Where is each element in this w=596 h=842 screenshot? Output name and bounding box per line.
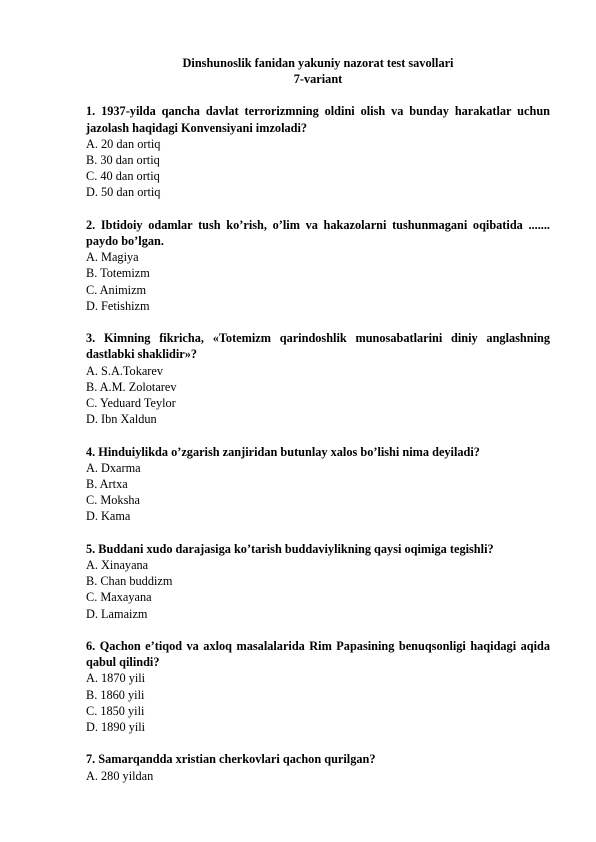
answer-option: A. S.A.Tokarev [86, 363, 164, 378]
question-2 [86, 217, 550, 314]
variant-label: 7-variant [293, 72, 343, 87]
answer-option: A. 280 yildan [86, 768, 154, 783]
question-7 [86, 751, 550, 783]
answer-option: D. Lamaizm [86, 606, 148, 621]
answer-option: D. Fetishizm [86, 298, 150, 313]
answer-option: A. Magiya [86, 250, 139, 265]
answer-option: D. Ibn Xaldun [86, 412, 157, 427]
answer-option: A. Xinayana [86, 558, 149, 573]
question-text: 2. Ibtidoiy odamlar tush ko’rish, o’lim va hakazolarni tushunmagani oqibatida ....... paydo bo’lgan. [86, 217, 550, 249]
answer-option: C. Maxayana [86, 590, 152, 605]
answer-option: B. 30 dan ortiq [86, 153, 160, 168]
question-1 [86, 103, 550, 200]
answer-option: D. 50 dan ortiq [86, 185, 161, 200]
document-header [86, 55, 550, 87]
answer-option: B. A.M. Zolotarev [86, 379, 177, 394]
question-text: 3. Kimning fikricha, «Totemizm qarindoshlik munosabatlarini diniy anglashning dastlabki shaklidir»? [86, 331, 550, 362]
question-text: 7. Samarqandda xristian cherkovlari qachon qurilgan? [86, 752, 376, 767]
answer-option: B. Artxa [86, 477, 128, 492]
document-title: Dinshunoslik fanidan yakuniy nazorat test savollari [182, 56, 454, 70]
answer-option: D. 1890 yili [86, 720, 146, 735]
answer-option: B. Chan buddizm [86, 574, 173, 589]
answer-option: C. 1850 yili [86, 703, 145, 718]
answer-option: B. Totemizm [86, 266, 150, 281]
question-text: 5. Buddani xudo darajasiga ko’tarish buddaviylikning qaysi oqimiga tegishli? [86, 541, 494, 556]
question-text: 4. Hinduiylikda o’zgarish zanjiridan butunlay xalos bo’lishi nima deyiladi? [86, 444, 480, 459]
question-text: 6. Qachon e’tiqod va axloq masalalarida Rim Papasining benuqsonligi haqidagi aqida qabul qilindi? [86, 639, 550, 670]
question-4 [86, 444, 550, 525]
answer-option: D. Kama [86, 509, 131, 524]
question-5 [86, 541, 550, 622]
answer-option: B. 1860 yili [86, 687, 145, 702]
document-page [86, 55, 550, 800]
answer-option: A. 20 dan ortiq [86, 136, 161, 151]
answer-option: A. 1870 yili [86, 671, 146, 686]
answer-option: C. Animizm [86, 282, 147, 297]
question-6 [86, 638, 550, 735]
answer-option: C. 40 dan ortiq [86, 169, 160, 184]
question-text: 1. 1937-yilda qancha davlat terrorizmning oldini olish va bunday harakatlar uchun jazolash haqidagi Konvensiyani imzoladi? [86, 104, 550, 135]
answer-option: C. Moksha [86, 493, 140, 508]
question-3 [86, 330, 550, 427]
answer-option: A. Dxarma [86, 460, 141, 475]
answer-option: C. Yeduard Teylor [86, 396, 176, 411]
